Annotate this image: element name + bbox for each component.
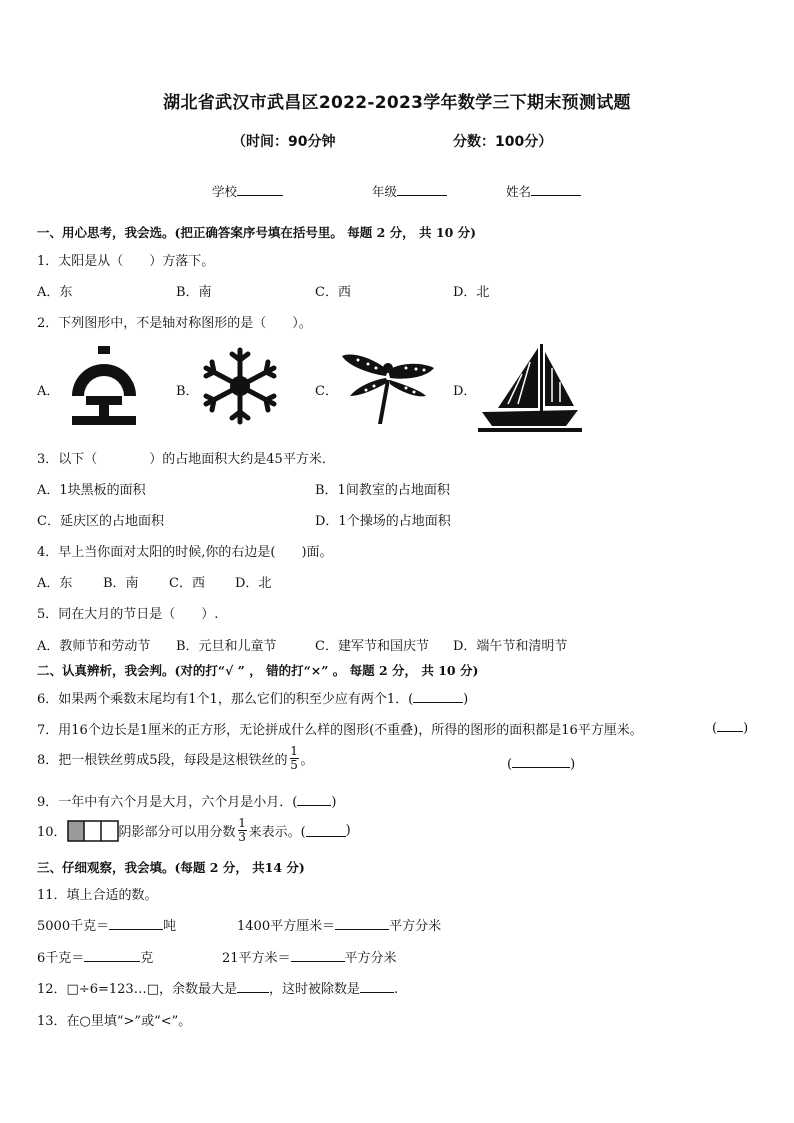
q10-mid: 阴影部分可以用分数 (118, 825, 236, 840)
exam-score: 分数：100分） (453, 134, 553, 150)
name-field (506, 182, 581, 200)
q11-stem: 11．填上合适的数。 (37, 888, 158, 903)
q11-2b-unit: 平方分米 (344, 951, 397, 966)
q5-option-a: A．教师节和劳动节 (37, 639, 151, 654)
q10-frac-den: 3 (238, 830, 246, 844)
q11-1a-unit: 吨 (163, 919, 177, 934)
snowflake-icon (200, 346, 280, 426)
q1-option-a: A．东 (37, 285, 73, 300)
q11-2b-blank[interactable] (291, 949, 345, 962)
q2-option-c: C． (315, 384, 338, 399)
q8-answer (507, 755, 575, 772)
q6-answer-blank[interactable] (413, 690, 463, 703)
q11-2a-text: 6千克＝ (37, 951, 85, 966)
section1-heading: 一、用心思考，我会选。(把正确答案序号填在括号里。 每题 2 分， 共 10 分) (37, 225, 477, 240)
q3-option-c: C．延庆区的占地面积 (37, 514, 164, 529)
sailboat-icon (478, 342, 582, 434)
section2-heading: 二、认真辨析，我会判。(对的打“√ ” ， 错的打“×” 。 每题 2 分， 共 10 分) (37, 663, 479, 678)
q5-stem: 5．同在大月的节日是（ ）. (37, 607, 219, 622)
exam-title: 湖北省武汉市武昌区2022-2023学年数学三下期末预测试题 (163, 93, 631, 113)
q8-tail: 。 (300, 753, 314, 768)
q11-1b-unit: 平方分米 (389, 919, 442, 934)
q2-option-a: A． (37, 384, 60, 399)
q12-blank-1[interactable] (237, 980, 269, 993)
q11-1a-blank[interactable] (109, 917, 163, 930)
q2-option-d: D． (453, 384, 477, 399)
grade-field (372, 182, 447, 200)
q3-option-d: D．1个操场的占地面积 (315, 514, 451, 529)
q12-blank-2[interactable] (360, 980, 394, 993)
q12-stem: 12．□÷6=123…□，余数最大是 (37, 982, 237, 997)
school-label: 学校 (212, 184, 238, 199)
q8-frac-num: 1 (290, 744, 298, 758)
q11-item-2b (222, 947, 397, 966)
q4-stem: 4．早上当你面对太阳的时候,你的右边是( )面。 (37, 545, 333, 560)
q4-option-d: D．北 (235, 576, 272, 591)
name-blank[interactable] (531, 183, 581, 196)
q8-close: ) (570, 757, 576, 772)
q11-1a-text: 5000千克＝ (37, 919, 110, 934)
q8-fraction (290, 745, 299, 772)
metro-logo-icon (64, 346, 144, 432)
section3-heading: 三、仔细观察，我会填。(每题 2 分， 共14 分) (37, 860, 305, 875)
grade-blank[interactable] (397, 183, 447, 196)
q7-answer-blank[interactable] (717, 719, 743, 732)
q10-tail: 来表示。( (248, 825, 306, 840)
q10-line (37, 817, 351, 844)
q8-answer-blank[interactable] (512, 755, 570, 768)
q11-2b-text: 21平方米＝ (222, 951, 291, 966)
q4-option-c: C．西 (169, 576, 205, 591)
q10-close: ) (345, 823, 351, 838)
q4-option-b: B．南 (103, 576, 139, 591)
q1-option-b: B．南 (176, 285, 212, 300)
q6-line (37, 688, 468, 707)
q8-line (37, 745, 314, 772)
q8-frac-den: 5 (290, 758, 298, 772)
q9-answer-blank[interactable] (297, 793, 331, 806)
q9-stem: 9．一年中有六个月是大月，六个月是小月．( (37, 795, 298, 810)
q11-2a-unit: 克 (140, 951, 154, 966)
q5-option-b: B．元旦和儿童节 (176, 639, 277, 654)
q6-stem: 6．如果两个乘数末尾均有1个1，那么它们的积至少应有两个1．( (37, 692, 414, 707)
q7-close: ) (743, 721, 749, 736)
q10-prefix: 10． (37, 825, 67, 840)
q6-close: ) (463, 692, 469, 707)
q1-option-c: C．西 (315, 285, 351, 300)
q8-open: ( (507, 757, 513, 772)
q11-1b-text: 1400平方厘米＝ (237, 919, 336, 934)
q11-item-1a (37, 915, 176, 934)
q8-stem: 8．把一根铁丝剪成5段，每段是这根铁丝的 (37, 753, 288, 768)
q12-line (37, 978, 398, 997)
q3-option-a: A．1块黑板的面积 (37, 483, 146, 498)
q13-stem: 13．在○里填“>”或“<”。 (37, 1014, 192, 1029)
q11-2a-blank[interactable] (84, 949, 140, 962)
q7-stem: 7．用16个边长是1厘米的正方形，无论拼成什么样的图形(不重叠)，所得的图形的面积都是16平方厘米。 (37, 723, 643, 738)
q5-option-d: D．端午节和清明节 (453, 639, 568, 654)
dragonfly-icon (340, 350, 436, 428)
q1-stem: 1．太阳是从（ ）方落下。 (37, 254, 215, 269)
q3-option-b: B．1间教室的占地面积 (315, 483, 450, 498)
name-label: 姓名 (506, 184, 532, 199)
q5-option-c: C．建军节和国庆节 (315, 639, 429, 654)
q11-1b-blank[interactable] (335, 917, 389, 930)
exam-time: （时间：90分钟 (232, 134, 336, 150)
q2-option-b: B． (176, 384, 199, 399)
q2-stem: 2．下列图形中，不是轴对称图形的是（ ）。 (37, 316, 312, 331)
school-blank[interactable] (237, 183, 283, 196)
q7-open: ( (712, 721, 718, 736)
q11-item-1b (237, 915, 441, 934)
q1-option-d: D．北 (453, 285, 490, 300)
q11-item-2a (37, 947, 153, 966)
q4-option-a: A．东 (37, 576, 73, 591)
q3-stem: 3．以下（ ）的占地面积大约是45平方米． (37, 452, 335, 467)
grade-label: 年级 (372, 184, 398, 199)
q10-fraction (238, 817, 247, 844)
q12-mid: ，这时被除数是 (268, 982, 360, 997)
q7-answer (712, 719, 748, 736)
school-field (212, 182, 283, 200)
q9-close: ) (331, 795, 337, 810)
q10-bar-figure (67, 818, 119, 844)
q12-tail: . (394, 982, 399, 997)
q10-answer-blank[interactable] (306, 824, 346, 837)
q10-frac-num: 1 (238, 816, 246, 830)
q9-line (37, 791, 336, 810)
